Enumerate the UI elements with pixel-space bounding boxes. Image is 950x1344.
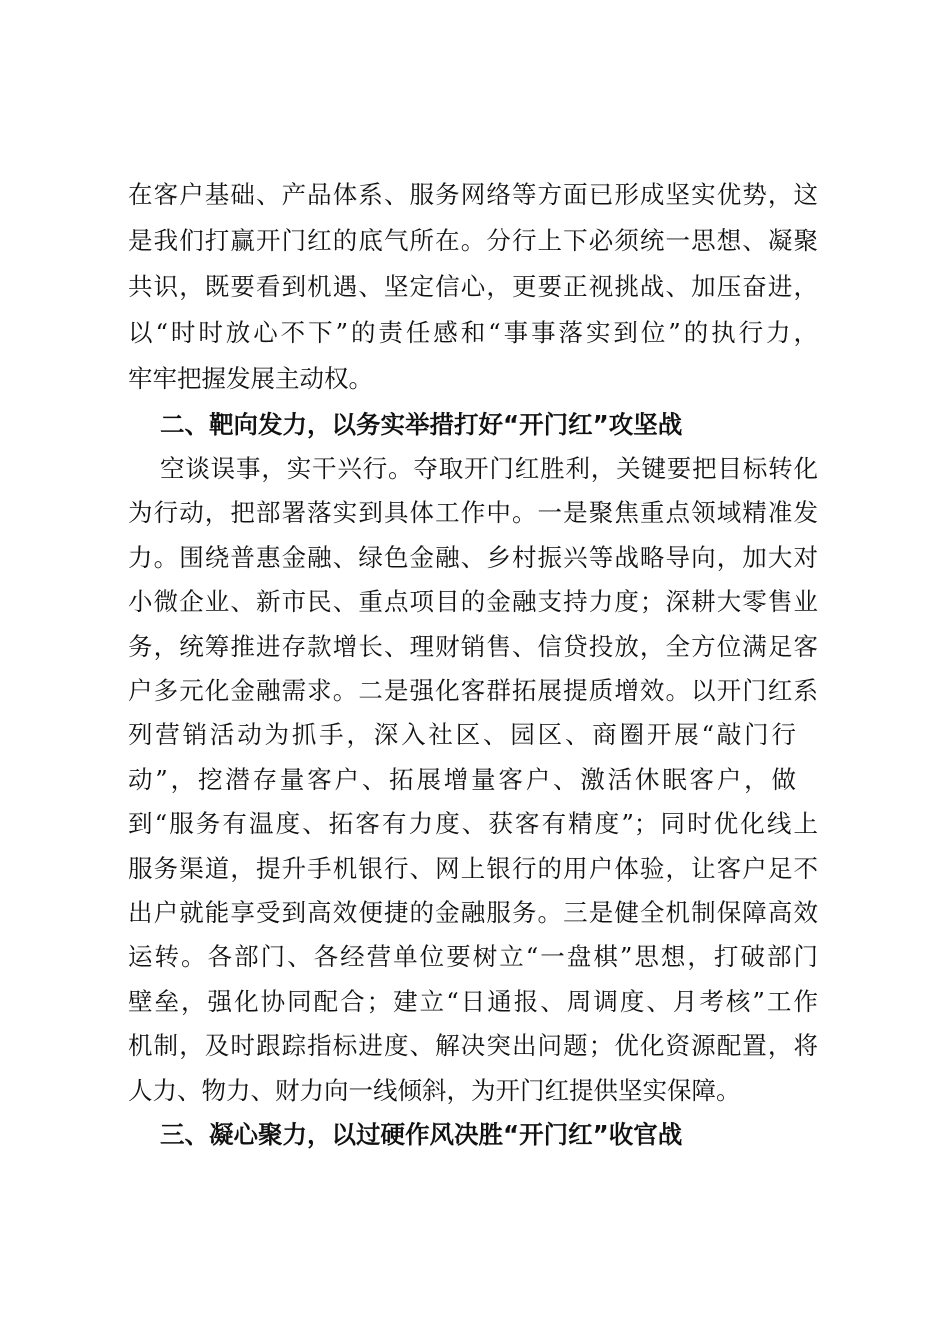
paragraph-line: 服务渠道，提升手机银行、网上银行的用户体验，让客户足不 <box>128 854 818 883</box>
paragraph-line: 为行动，把部署落实到具体工作中。一是聚焦重点领域精准发 <box>128 498 818 527</box>
paragraph-line: 人力、物力、财力向一线倾斜，为开门红提供坚实保障。 <box>128 1076 741 1105</box>
paragraph-line: 列营销活动为抓手，深入社区、园区、商圈开展“敲门行 <box>128 720 796 749</box>
section-heading-2: 二、靶向发力，以务实举措打好“开门红”攻坚战 <box>160 410 683 439</box>
paragraph-line: 壁垒，强化协同配合；建立“日通报、周调度、月考核”工作 <box>128 987 818 1016</box>
paragraph-line: 务，统筹推进存款增长、理财销售、信贷投放，全方位满足客 <box>128 632 818 661</box>
paragraph-line: 在客户基础、产品体系、服务网络等方面已形成坚实优势，这 <box>128 180 818 209</box>
paragraph-line: 力。围绕普惠金融、绿色金融、乡村振兴等战略导向，加大对 <box>128 543 818 572</box>
paragraph-line: 是我们打赢开门红的底气所在。分行上下必须统一思想、凝聚 <box>128 226 818 255</box>
paragraph-line: 到“服务有温度、拓客有力度、获客有精度”；同时优化线上 <box>128 809 818 838</box>
paragraph-line: 出户就能享受到高效便捷的金融服务。三是健全机制保障高效 <box>128 898 818 927</box>
paragraph-line: 共识，既要看到机遇、坚定信心，更要正视挑战、加压奋进， <box>128 272 818 301</box>
paragraph-line: 运转。各部门、各经营单位要树立“一盘棋”思想，打破部门 <box>128 942 818 971</box>
paragraph-line: 户多元化金融需求。二是强化客群拓展提质增效。以开门红系 <box>128 676 818 705</box>
paragraph-line: 动”，挖潜存量客户、拓展增量客户、激活休眠客户，做 <box>128 765 796 794</box>
paragraph-line: 空谈误事，实干兴行。夺取开门红胜利，关键要把目标转化 <box>160 454 818 483</box>
paragraph-line: 以“时时放心不下”的责任感和“事事落实到位”的执行力， <box>128 318 818 347</box>
section-heading-3: 三、凝心聚力，以过硬作风决胜“开门红”收官战 <box>160 1120 683 1149</box>
paragraph-line: 牢牢把握发展主动权。 <box>128 364 373 393</box>
paragraph-line: 小微企业、新市民、重点项目的金融支持力度；深耕大零售业 <box>128 587 818 616</box>
paragraph-line: 机制，及时跟踪指标进度、解决突出问题；优化资源配置，将 <box>128 1031 818 1060</box>
